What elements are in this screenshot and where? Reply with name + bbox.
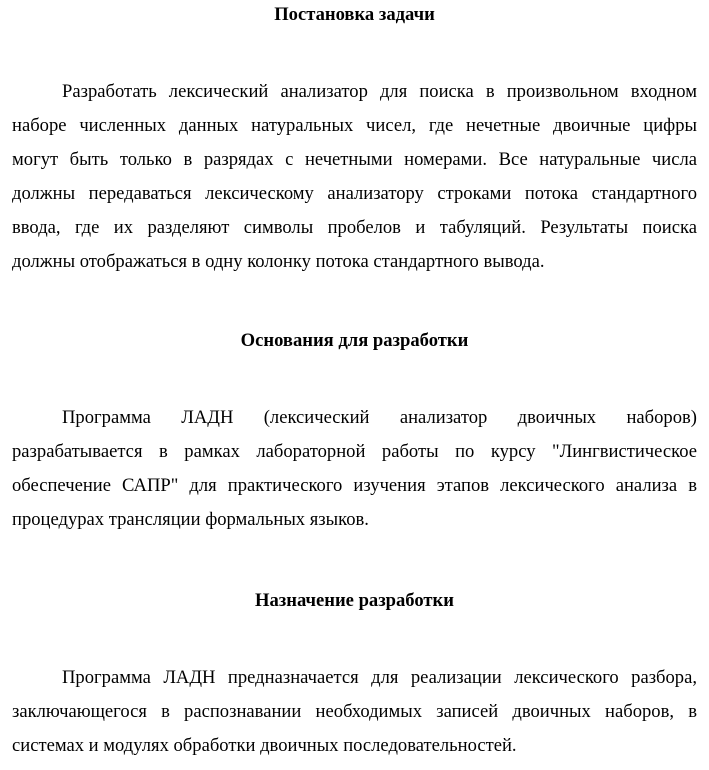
text-line: наборе численных данных натуральных чисел, где нечетные двоичные цифры: [12, 115, 697, 136]
paragraph-problem-statement: [12, 75, 697, 279]
text-line: должны отображаться в одну колонку потока стандартного вывода.: [12, 251, 545, 272]
text-line: разрабатывается в рамках лабораторной работы по курсу "Лингвистическое: [12, 441, 697, 462]
text-line: заключающегося в распознавании необходимых записей двоичных наборов, в: [12, 701, 697, 722]
heading-development-grounds: Основания для разработки: [240, 330, 469, 351]
text-line: должны передаваться лексическому анализатору строками потока стандартного: [12, 183, 697, 204]
text-line: процедурах трансляции формальных языков.: [12, 509, 369, 530]
text-line: Программа ЛАДН предназначается для реализации лексического разбора,: [62, 667, 697, 688]
text-line: Разработать лексический анализатор для поиска в произвольном входном: [62, 81, 697, 102]
paragraph-purpose: [12, 661, 697, 763]
text-line: ввода, где их разделяют символы пробелов и табуляций. Результаты поиска: [12, 217, 697, 238]
text-line: системах и модулях обработки двоичных последовательностей.: [12, 735, 517, 756]
text-line: могут быть только в разрядах с нечетными номерами. Все натуральные числа: [12, 149, 697, 170]
text-line: Программа ЛАДН (лексический анализатор двоичных наборов): [62, 407, 697, 428]
heading-purpose: Назначение разработки: [255, 590, 454, 611]
heading-problem-statement: Постановка задачи: [274, 4, 435, 25]
paragraph-development-grounds: [12, 401, 697, 537]
text-line: обеспечение САПР" для практического изучения этапов лексического анализа в: [12, 475, 697, 496]
